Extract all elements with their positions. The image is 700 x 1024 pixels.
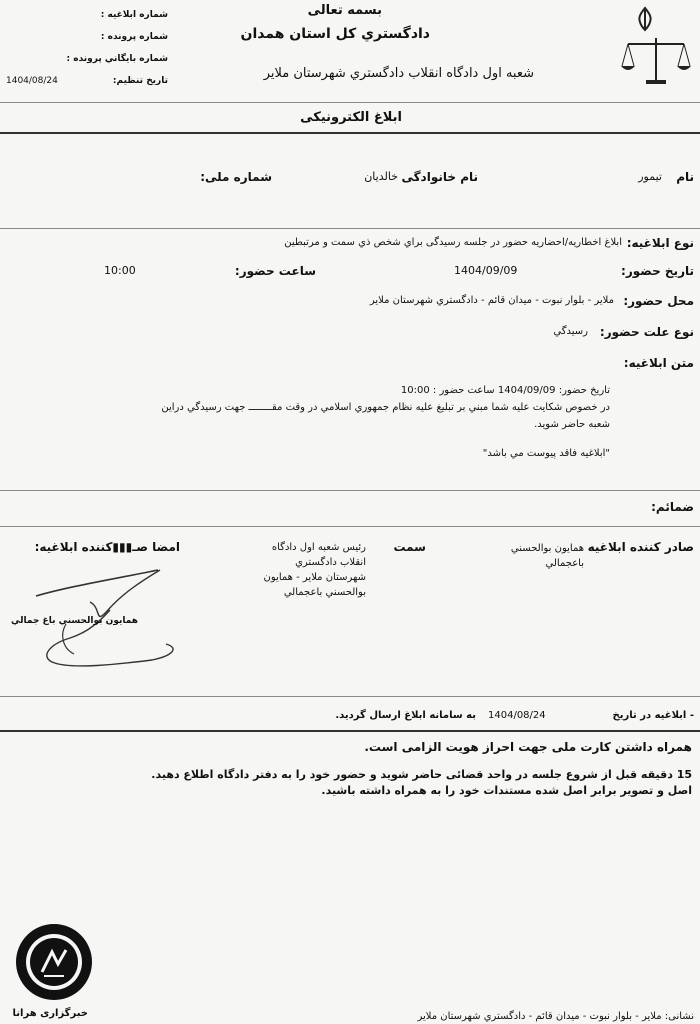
branch-title: شعبه اول دادگاه انقلاب دادگستري شهرستان ملاير — [263, 66, 534, 81]
hrana-logo — [12, 922, 96, 1008]
delivery-text: به سامانه ابلاغ ارسال گرديد. — [335, 710, 476, 721]
notice-text-line: شعبه حاضر شويد. — [534, 419, 610, 430]
scales-of-justice-icon — [620, 36, 692, 92]
hrana-logo-icon — [12, 922, 96, 1004]
attend-time-label: ساعت حضور: — [234, 264, 316, 278]
signature-label: امضا صـ▮▮▮كننده ابلاغيه: — [34, 540, 180, 554]
note-line: اصل و تصوير برابر اصل شده مستندات خود را به همراه داشته باشيد. — [321, 784, 692, 797]
iran-emblem — [632, 6, 658, 36]
family-label: نام خانوادگی — [401, 170, 478, 184]
doc-title: ابلاغ الکترونيکی — [300, 110, 402, 125]
divider — [0, 228, 700, 229]
divider — [0, 102, 700, 103]
notice-text-line: در خصوص شکايت عليه شما مبني بر تبليغ عليه نظام جمهوري اسلامي در وقت مقــــــــ جهت رسيدگي دراين — [161, 402, 610, 413]
attend-time-value: 10:00 — [104, 264, 136, 277]
meta-date-value: 1404/08/24 — [6, 76, 58, 86]
meta-label-date: تاريخ تنظيم: — [112, 76, 168, 86]
logo-caption: خبرگزاری هرانا — [12, 1008, 88, 1019]
role-line: رئيس شعبه اول دادگاه — [271, 542, 366, 553]
role-line: شهرستان ملاير - همايون — [263, 572, 366, 583]
reason-value: رسيدگي — [553, 326, 588, 337]
basmala: بسمه تعالی — [307, 3, 382, 18]
national-id-label: شماره ملی: — [200, 170, 272, 184]
role-label: سمت — [393, 540, 426, 554]
notice-type-label: نوع ابلاغيه: — [626, 236, 694, 250]
role-line: بوالحسني باعجمالي — [283, 587, 366, 598]
divider — [0, 730, 700, 732]
org-title: دادگستري کل استان همدان — [240, 26, 430, 42]
signature-name: همايون بوالحسني باغ جمالي — [11, 616, 138, 626]
place-label: محل حضور: — [623, 294, 694, 308]
name-value: تيمور — [638, 170, 662, 183]
notice-type-value: ابلاغ اخطاريه/احضاريه حضور در جلسه رسيدگی براي شخص ذي سمت و مرتبطين — [284, 237, 622, 248]
divider — [0, 526, 700, 527]
emblem-icon — [632, 6, 658, 32]
place-value: ملاير - بلوار نبوت - ميدان قائم - دادگستري شهرستان ملاير — [369, 295, 614, 306]
delivery-label: - ابلاغيه در تاريخ — [612, 710, 694, 721]
divider — [0, 132, 700, 134]
address: نشانی: ملاير - بلوار نبوت - ميدان قائم - دادگستري شهرستان ملاير — [417, 1011, 694, 1022]
issuer-label: صادر کننده ابلاغيه — [587, 540, 694, 554]
attachments-label: ضمائم: — [651, 500, 694, 514]
name-label: نام — [676, 170, 694, 184]
note-line: همراه داشتن کارت ملی جهت احراز هويت الزامی است. — [364, 740, 692, 754]
notice-text-label: متن ابلاغيه: — [623, 356, 694, 370]
family-value: خالديان — [364, 170, 398, 183]
attend-date-value: 1404/09/09 — [454, 264, 518, 277]
role-value — [264, 540, 366, 600]
delivery-date: 1404/08/24 — [488, 710, 546, 721]
meta-label-case-no: شماره پرونده : — [100, 32, 168, 42]
attend-date-label: تاريخ حضور: — [621, 264, 694, 278]
divider — [0, 696, 700, 697]
meta-label-notice-no: شماره ابلاغيه : — [100, 10, 168, 20]
note-line: 15 دقيقه قبل از شروع جلسه در واحد قضائی حاضر شويد و حضور خود را به دفتر دادگاه اطلاع دهيد. — [151, 768, 692, 781]
role-line: انقلاب دادگستري — [295, 557, 366, 568]
reason-label: نوع علت حضور: — [599, 325, 694, 339]
meta-label-archive-no: شماره بايگاني پرونده : — [66, 54, 168, 64]
issuer-name: همايون بوالحسني باعجمالي — [510, 543, 584, 569]
divider — [0, 490, 700, 491]
notice-text-line: "ابلاغيه فاقد پيوست مي باشد" — [482, 448, 610, 459]
notice-text-line: تاريخ حضور: 1404/09/09 ساعت حضور : 10:00 — [400, 385, 610, 396]
